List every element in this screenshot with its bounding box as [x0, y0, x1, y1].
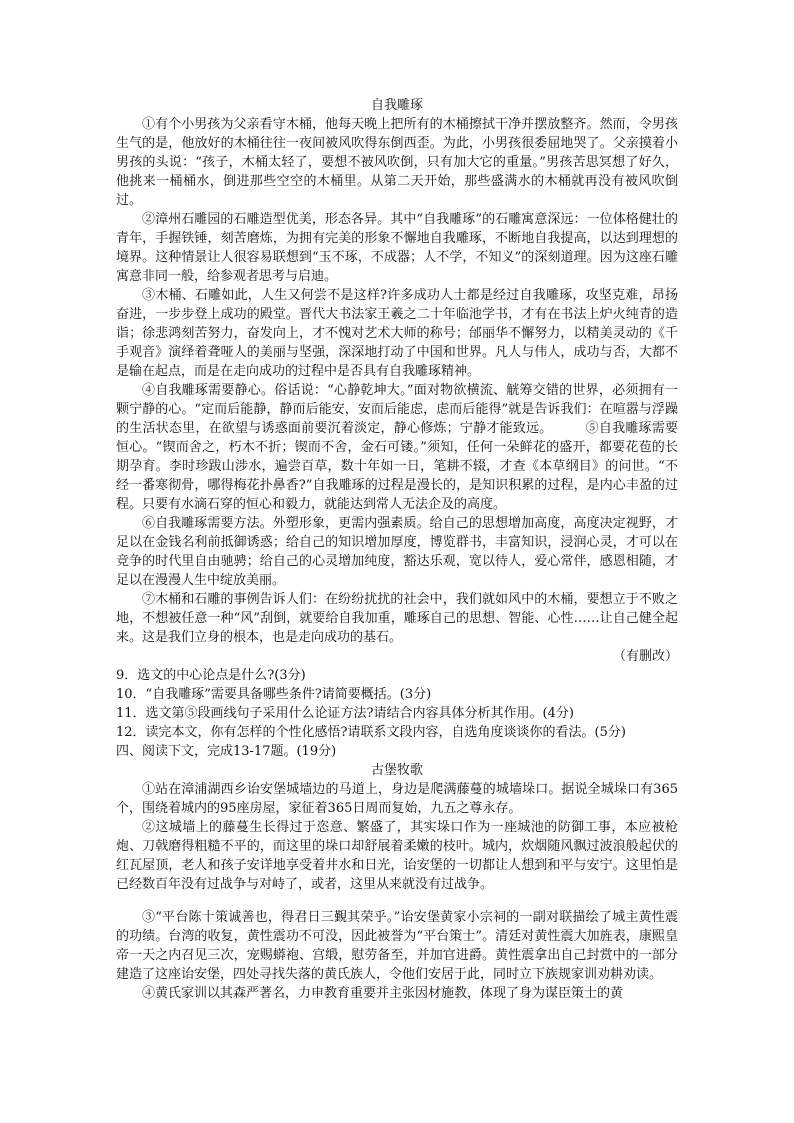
- question-12: 12．读完本文，你有怎样的个性化感悟?请联系文段内容，自选角度谈谈你的看法。(5分): [116, 725, 626, 740]
- article2-paragraph-2: ②这城墙上的藤蔓生长得过于恣意、繁盛了，其实垛口作为一座城池的防御工事，本应被枪炮、刀戟磨得粗糙不平的，而这里的垛口却舒展着柔嫩的枝叶。城内，炊烟随风飘过波浪般起伏的红瓦屋顶，老人和孩子安详地享受着井水和日光，诒安堡的一切都让人想到和平与安宁。这里怕是已经数百年没有过战争与对峙了，或者，这里从来就没有过战争。: [116, 820, 678, 892]
- spacer: [116, 894, 678, 908]
- article2-paragraph-3: ③“平台陈十策诚善也，得君日三覲其荣乎。”诒安堡黄家小宗祠的一副对联描绘了城主黄性震的功绩。台湾的收复，黄性震功不可没，因此被誉为“平台策士”。清廷对黄性震大加旌表，康熙皇帝一天之内召见三次，宠赐蟒袍、宫缎，慰劳备至，并加官进爵。黄性震拿出自己封赏中的一部分建造了这座诒安堡，四处寻找失落的黄氏族人，令他们安居于此，同时立下族规家训劝耕劝读。: [116, 910, 678, 982]
- article-title: 自我雕琢: [370, 98, 423, 113]
- article-paragraph-4: ④自我雕琢需要静心。俗话说：“心静乾坤大。”面对物欲横流、觥筹交错的世界，必须拥有一颗宁静的心。“定而后能静，静而后能安，安而后能虑，虑而后能得”就是告诉我们：在喧嚣与浮躁的生活状态里，在欲望与诱惑面前要沉着淡定，静心修炼；宁静才能致远。 ⑤自我雕琢需要恒心。“锲而舍之，朽木不折；锲而不舍，金石可镂。”须知，任何一朵鲜花的盛开，都要花苞的长期孕育。李时珍跋山涉水，遍尝百草，数十年如一日，笔耕不辍，才查《本草纲目》的问世。“不经一番寒彻骨，哪得梅花扑鼻香?”自我雕琢的过程是漫长的，是知识积累的过程，是内心丰盈的过程。只要有水滴石穿的恒心和毅力，就能达到常人无法企及的高度。: [116, 383, 678, 512]
- document-page: [116, 96, 678, 1003]
- question-9: 9．选文的中心论点是什么?(3分): [116, 668, 306, 683]
- edit-note: （有删改）: [612, 649, 678, 664]
- article-paragraph-6: ⑥自我雕琢需要方法。外塑形象，更需内强素质。给自己的思想增加高度，高度决定视野，才足以在金钱名利前抵御诱惑；给自己的知识增加厚度，博览群书，丰富知识，浸润心灵，才可以在竞争的时代里自由驰骋；给自己的心灵增加纯度，豁达乐观，宽以待人，爱心常伴，感恩相随，才足以在漫漫人生中绽放美丽。: [116, 516, 678, 588]
- question-10: 10．“自我雕琢”需要具备哪些条件?请简要概括。(3分): [116, 687, 432, 702]
- article-paragraph-2: ②漳州石雕园的石雕造型优美，形态各异。其中“自我雕琢”的石雕寓意深远：一位体格健壮的青年，手握铁锤，刻苦磨炼，为拥有完美的形象不懈地自我雕琢，不断地自我提高，以达到理想的境界。这种情景让人很容易联想到“玉不琢，不成器；人不学，不知义”的深刻道理。因为这座石雕寓意非同一般，给参观者思考与启迪。: [116, 212, 678, 284]
- article-paragraph-3: ③木桶、石雕如此，人生又何尝不是这样?许多成功人士都是经过自我雕琢，攻坚克难，昂扬奋进，一步步登上成功的殿堂。晋代大书法家王羲之二十年临池学书，才有在书法上炉火纯青的造诣；徐悲鸿刻苦努力，奋发向上，才不愧对艺术大师的称号；邰丽华不懈努力，以精美灵动的《千手观音》演绎着聋哑人的美丽与坚强，深深地打动了中国和世界。凡人与伟人，成功与否，大都不是输在起点，而是在走向成功的过程中是否具有自我雕琢精神。: [116, 288, 678, 379]
- article2-paragraph-1: ①站在漳浦湖西乡诒安堡城墙边的马道上，身边是爬满藤蔓的城墙垛口。据说全城垛口有365个，围绕着城内的95座房屋，家征着365日周而复始，九五之尊永存。: [116, 782, 678, 816]
- article2-title: 古堡牧歌: [370, 763, 423, 778]
- article2-paragraph-4: ④黄氏家训以其森严著名，力申教育重要并主张因材施教，体现了身为谋臣策士的黄: [142, 986, 624, 1001]
- article-paragraph-1: ①有个小男孩为父亲看守木桶，他每天晚上把所有的木桶擦拭干净并摆放整齐。然而，令男孩生气的是，他放好的木桶往往一夜间被风吹得东倒西歪。为此，小男孩很委屈地哭了。父亲摸着小男孩的头说：“孩子，木桶太轻了，要想不被风吹倒，只有加大它的重量。”男孩苦思冥想了好久，他挑来一桶桶水，倒进那些空空的木桶里。从第二天开始，那些盛满水的木桶就再没有被风吹倒过。: [116, 117, 678, 208]
- question-11: 11．选文第⑤段画线句子采用什么论证方法?请结合内容具体分析其作用。(4分): [116, 706, 574, 721]
- article-paragraph-7: ⑦木桶和石雕的事例告诉人们：在纷纷扰扰的社会中，我们就如风中的木桶，要想立于不败之地，不想被任意一种“风”刮倒，就要给自我加重，雕琢自己的思想、智能、心性……让自己健全起来。这是我们立身的根本，也是走向成功的基石。: [116, 592, 678, 645]
- section-heading: 四、阅读下文，完成13-17题。(19分): [116, 744, 337, 759]
